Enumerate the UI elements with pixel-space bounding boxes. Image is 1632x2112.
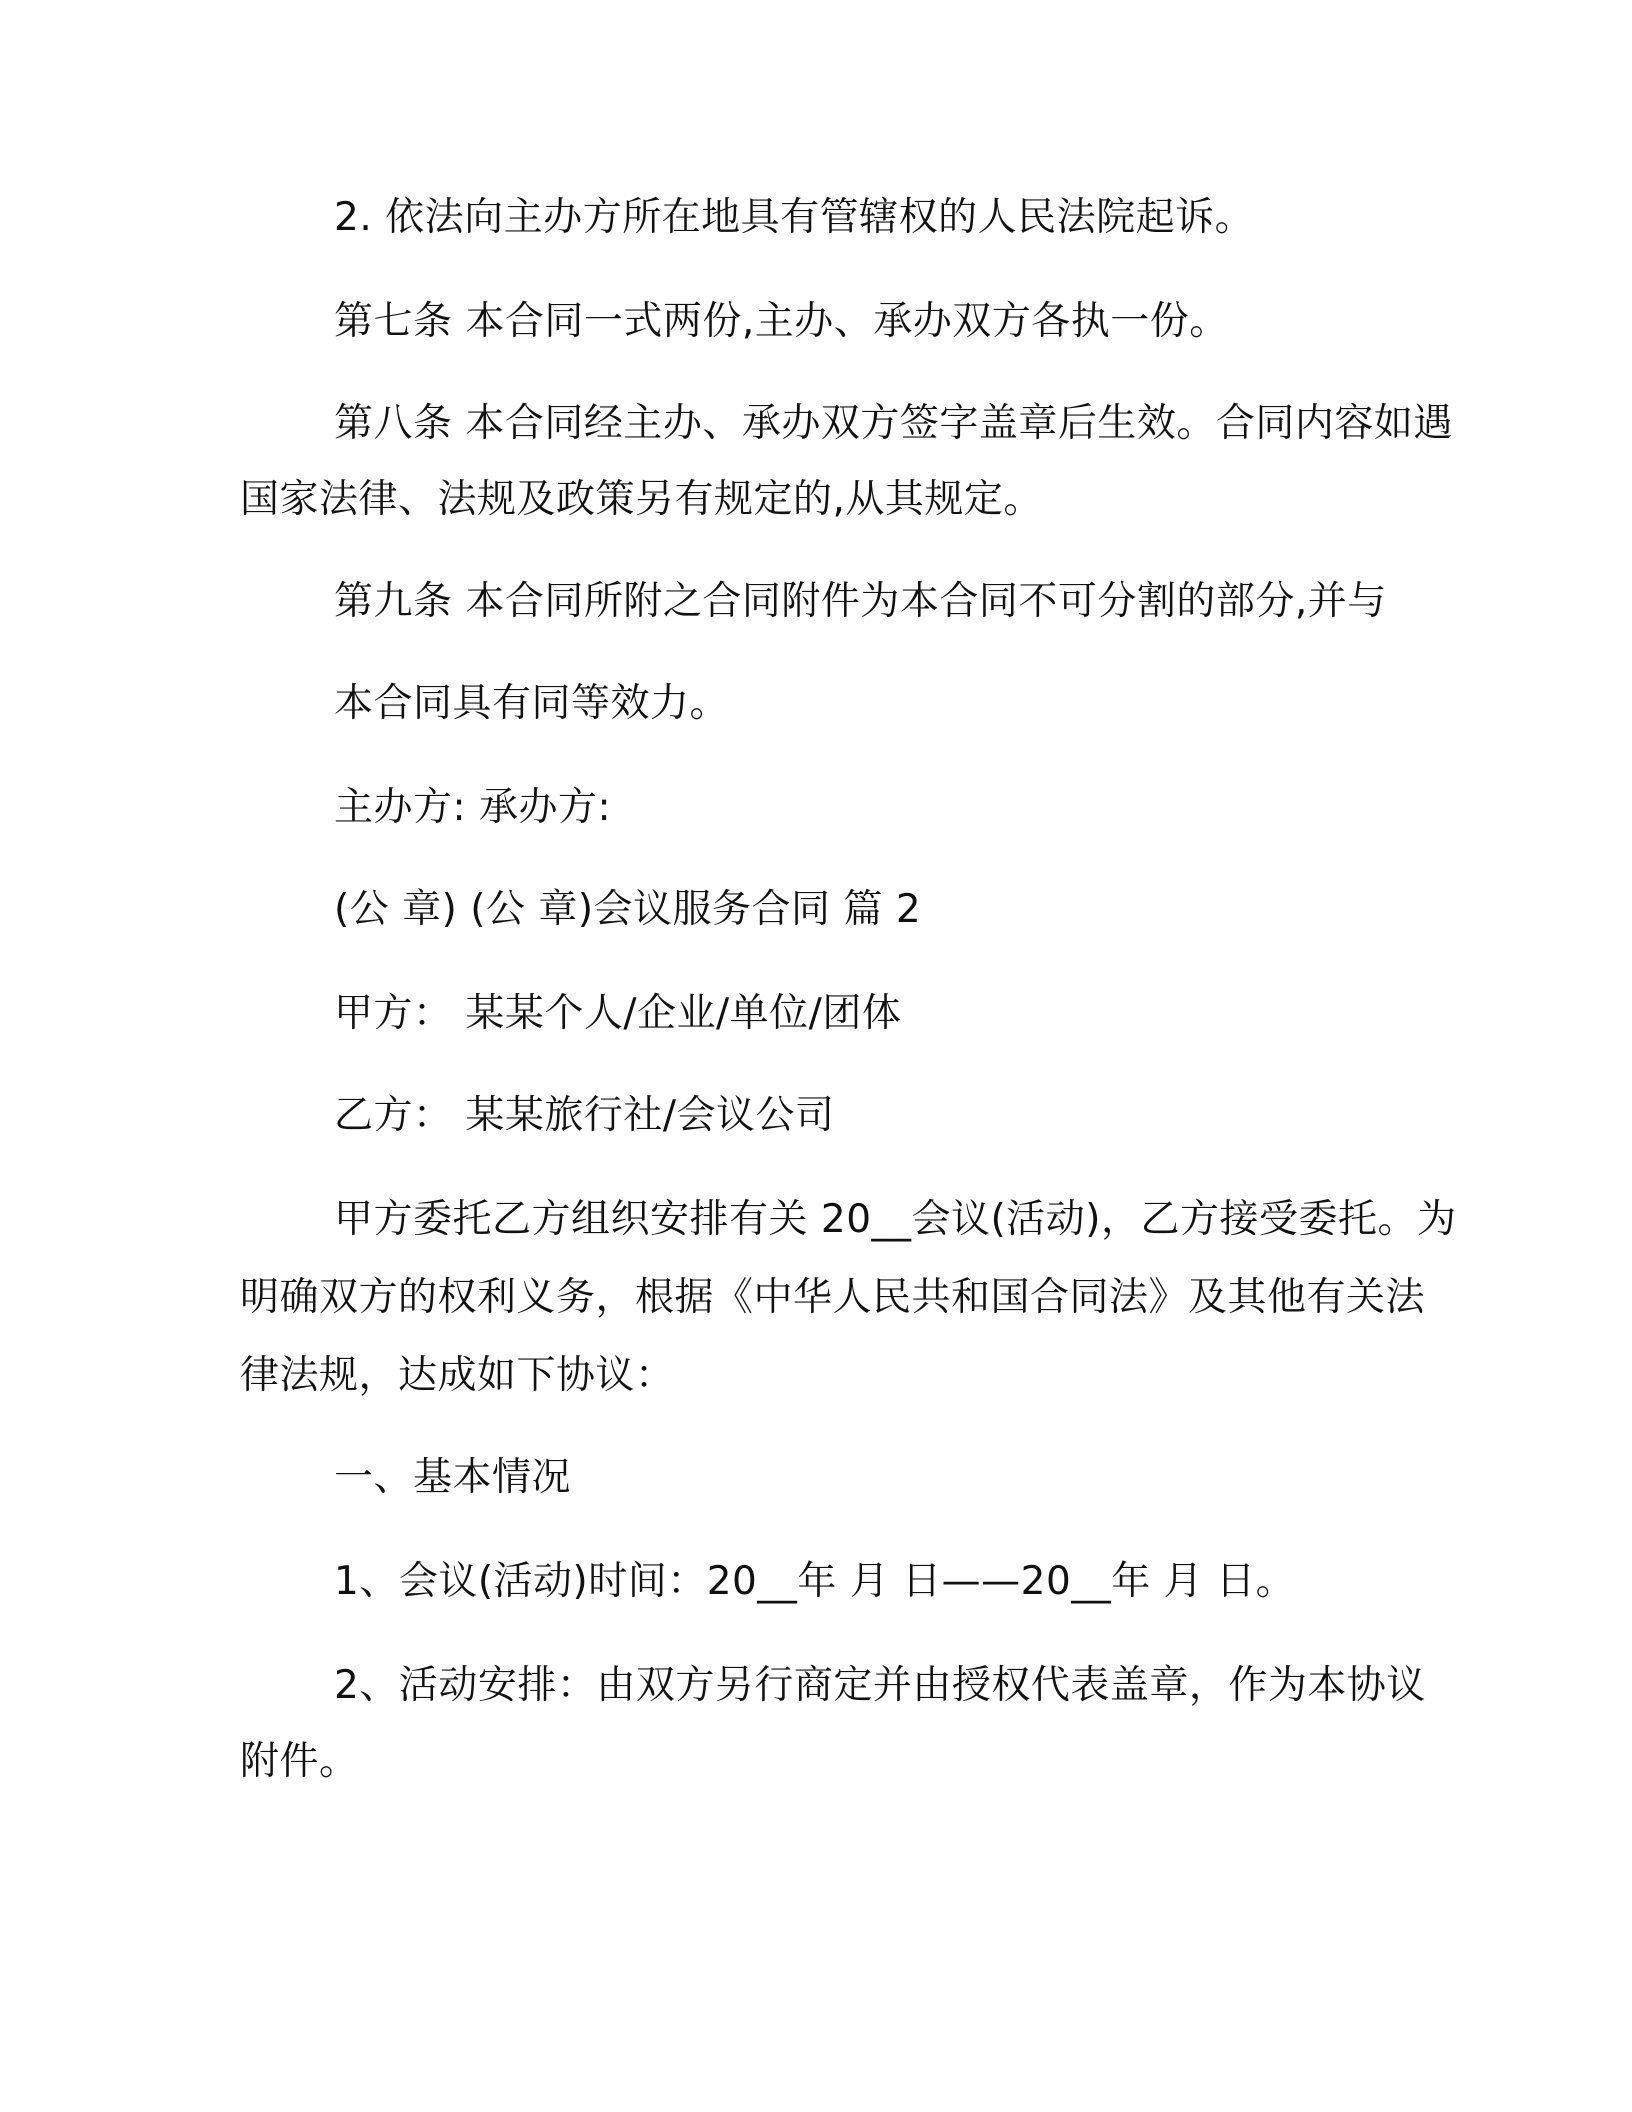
section-basic-info-heading: 一、基本情况	[334, 1455, 572, 1500]
party-a-line: 甲方： 某某个人/企业/单位/团体	[334, 991, 902, 1036]
preamble-line-2: 明确双方的权利义务，根据《中华人民共和国合同法》及其他有关法	[240, 1275, 1426, 1320]
item-2-arrangement-line-2: 附件。	[240, 1739, 359, 1784]
article-eight-line-2: 国家法律、法规及政策另有规定的,从其规定。	[240, 477, 1043, 522]
article-eight-line-1: 第八条 本合同经主办、承办双方签字盖章后生效。合同内容如遇	[334, 401, 1453, 446]
article-nine-line-1: 第九条 本合同所附之合同附件为本合同不可分割的部分,并与	[334, 579, 1387, 624]
preamble-line-1: 甲方委托乙方组织安排有关 20__会议(活动)，乙方接受委托。为	[334, 1197, 1457, 1242]
item-1-time-line: 1、会议(活动)时间：20__年 月 日——20__年 月 日。	[334, 1559, 1296, 1604]
party-b-line: 乙方： 某某旅行社/会议公司	[334, 1093, 835, 1138]
signature-parties-line: 主办方: 承办方:	[334, 785, 612, 830]
seal-and-title-line: (公 章) (公 章)会议服务合同 篇 2	[334, 887, 922, 932]
preamble-line-3: 律法规，达成如下协议：	[240, 1353, 675, 1398]
item-2-arrangement-line-1: 2、活动安排：由双方另行商定并由授权代表盖章，作为本协议	[334, 1663, 1426, 1708]
article-nine-line-2: 本合同具有同等效力。	[334, 681, 730, 726]
clause-lawsuit-line: 2. 依法向主办方所在地具有管辖权的人民法院起诉。	[334, 195, 1255, 240]
article-seven-line: 第七条 本合同一式两份,主办、承办双方各执一份。	[334, 299, 1229, 344]
